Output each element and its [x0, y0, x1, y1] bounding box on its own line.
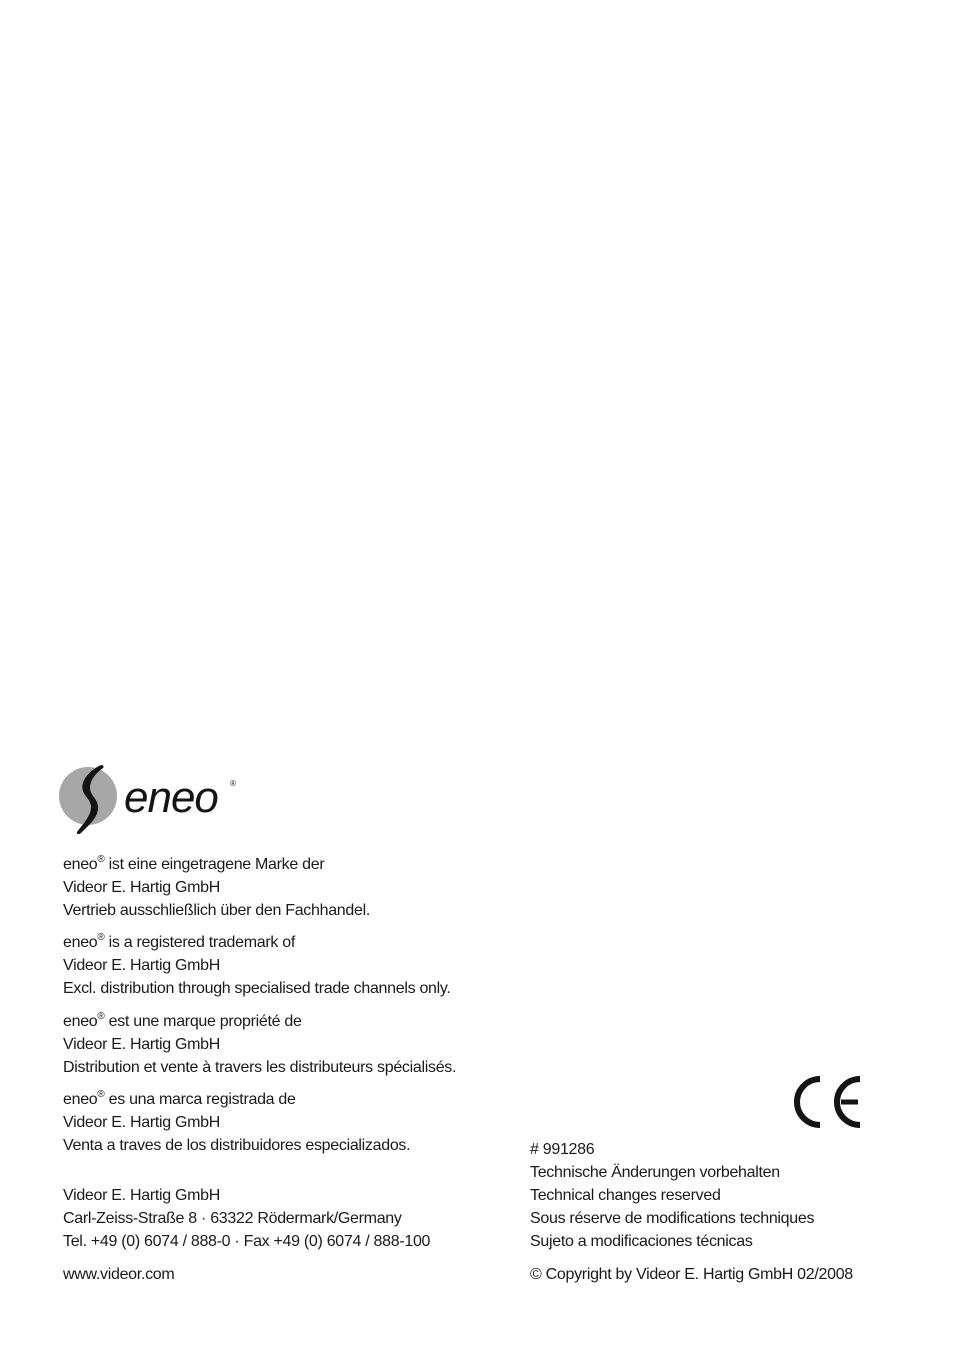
trademark-block-fr: [63, 1010, 456, 1079]
changes-fr: Sous réserve de modifications techniques: [530, 1210, 815, 1227]
changes-en: Technical changes reserved: [530, 1187, 721, 1204]
address-company: Videor E. Hartig GmbH: [63, 1187, 221, 1204]
changes-es: Sujeto a modificaciones técnicas: [530, 1233, 753, 1250]
address-block: [63, 1184, 430, 1253]
trademark-de-line3: Vertrieb ausschließlich über den Fachhandel.: [63, 902, 370, 919]
trademark-de-line2: Videor E. Hartig GmbH: [63, 879, 221, 896]
address-street: Carl-Zeiss-Straße 8 · 63322 Rödermark/Germany: [63, 1210, 402, 1227]
trademark-block-en: [63, 931, 451, 1000]
address-phone: Tel. +49 (0) 6074 / 888-0 · Fax +49 (0) 6074 / 888-100: [63, 1233, 431, 1250]
logo-registered-mark: ®: [230, 779, 236, 788]
trademark-fr-line3: Distribution et vente à travers les distributeurs spécialisés.: [63, 1059, 457, 1076]
trademark-block-de: [63, 853, 370, 922]
trademark-es-line2: Videor E. Hartig GmbH: [63, 1114, 221, 1131]
eneo-logo: [58, 762, 248, 838]
changes-de: Technische Änderungen vorbehalten: [530, 1164, 780, 1181]
copyright-block: [530, 1263, 853, 1286]
trademark-es-line3: Venta a traves de los distribuidores especializados.: [63, 1137, 411, 1154]
trademark-fr-line2: Videor E. Hartig GmbH: [63, 1036, 221, 1053]
trademark-en-line1: eneo® is a registered trademark of: [63, 931, 295, 951]
trademark-block-es: [63, 1088, 410, 1157]
trademark-en-line2: Videor E. Hartig GmbH: [63, 957, 221, 974]
trademark-es-line1: eneo® es una marca registrada de: [63, 1088, 296, 1108]
ce-conformity-icon: [790, 1074, 866, 1130]
logo-wordmark: eneo: [124, 773, 218, 822]
website-link[interactable]: [63, 1263, 174, 1286]
document-number: # 991286: [530, 1141, 595, 1158]
trademark-de-line1: eneo® ist eine eingetragene Marke der: [63, 853, 325, 873]
copyright-text: © Copyright by Videor E. Hartig GmbH 02/2008: [530, 1266, 853, 1283]
document-info-block: [530, 1138, 814, 1253]
trademark-fr-line1: eneo® est une marque propriété de: [63, 1010, 302, 1030]
website-text[interactable]: www.videor.com: [63, 1266, 175, 1283]
trademark-en-line3: Excl. distribution through specialised trade channels only.: [63, 980, 451, 997]
